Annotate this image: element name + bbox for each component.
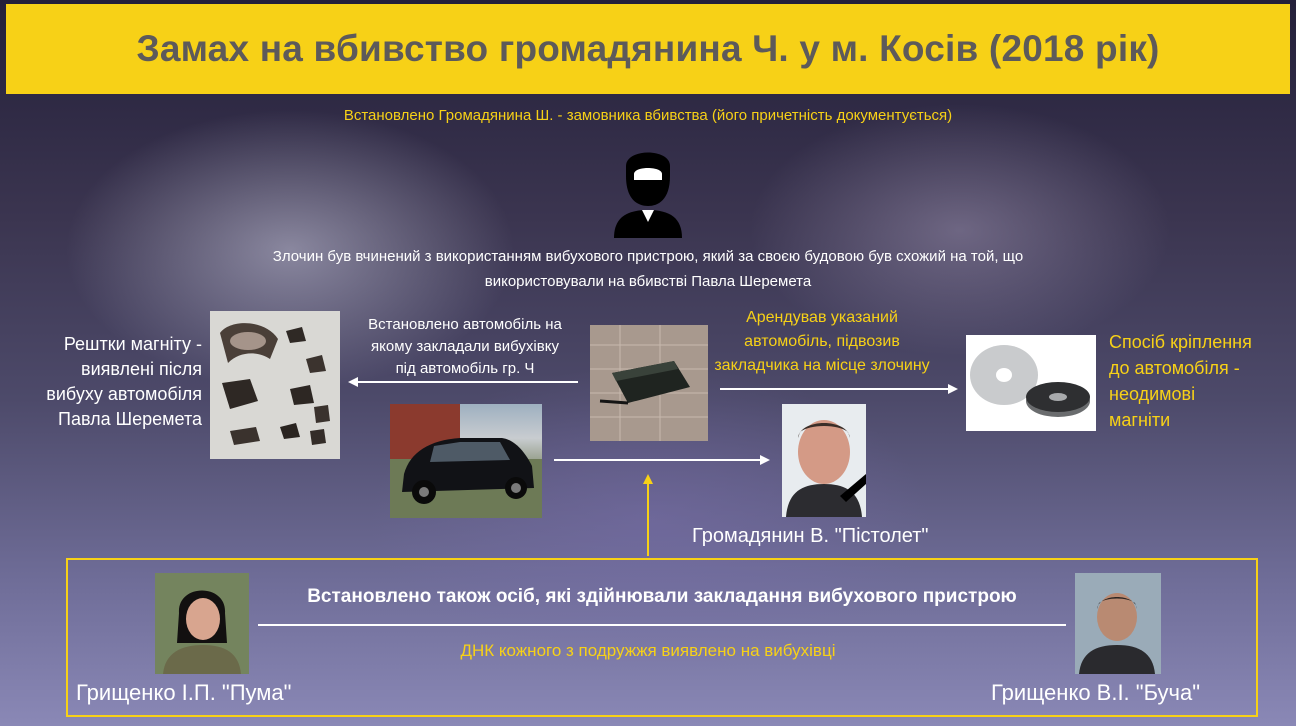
crime-description-line-1: Злочин був вчинений з використанням вибухового пристрою, який за своєю будовою був схожий на той, що (272, 248, 1024, 265)
suspect-name: Громадянин В. "Пістолет" (692, 525, 929, 547)
rented-line: автомобіль, підвозив (744, 333, 900, 350)
mounting-line: до автомобіля - (1109, 358, 1240, 378)
magnet-debris-photo (210, 311, 340, 459)
arrow-left-icon (346, 374, 582, 390)
person-left-name: Грищенко І.П. "Пума" (76, 680, 292, 705)
accomplices-heading: Встановлено також осіб, які здійнювали закладання вибухового пристрою (307, 586, 1017, 607)
magnet-remains-line: вибуху автомобіля (46, 384, 202, 404)
rented-line: закладчика на місце злочину (714, 357, 930, 374)
car-found-line: під автомобіль гр. Ч (395, 360, 535, 377)
crime-description-line-2: використовували на вбивстві Павла Шеремета (484, 273, 812, 290)
mounting-line: магніти (1109, 410, 1171, 430)
divider (258, 624, 1066, 626)
customer-identified-text: Встановлено Громадянина Ш. - замовника вбивства (його причетність документується) (343, 107, 953, 124)
car-found-line: якому закладали вибухівку (371, 338, 559, 355)
magnet-remains-caption (30, 332, 202, 432)
suspect-photo (782, 404, 866, 517)
rented-line: Арендував указаний (746, 309, 898, 326)
person-right-name: Грищенко В.І. "Буча" (991, 680, 1201, 705)
explosive-device-photo (590, 325, 708, 441)
dna-found-text: ДНК кожного з подружжя виявлено на вибухівці (460, 641, 836, 660)
car-found-caption (350, 314, 580, 380)
magnet-remains-line: Рештки магніту - (63, 334, 202, 354)
rented-car-caption (712, 306, 932, 378)
arrow-up-icon (640, 472, 656, 556)
arrow-right-icon (718, 381, 960, 397)
mounting-line: Спосіб кріплення (1109, 332, 1252, 352)
magnet-remains-line: виявлені після (81, 359, 202, 379)
magnet-remains-line: Павла Шеремета (58, 409, 202, 429)
page-title: Замах на вбивство громадянина Ч. у м. Косів (2018 рік) (136, 28, 1160, 69)
title-bar (6, 4, 1290, 94)
mounting-line: неодимові (1109, 384, 1196, 404)
mounting-method-caption (1109, 329, 1279, 433)
car-found-line: Встановлено автомобіль на (368, 316, 562, 333)
person-silhouette-icon (612, 140, 684, 238)
car-photo (390, 404, 542, 518)
arrow-right-icon (552, 452, 772, 468)
neodymium-magnets-photo (966, 335, 1096, 431)
